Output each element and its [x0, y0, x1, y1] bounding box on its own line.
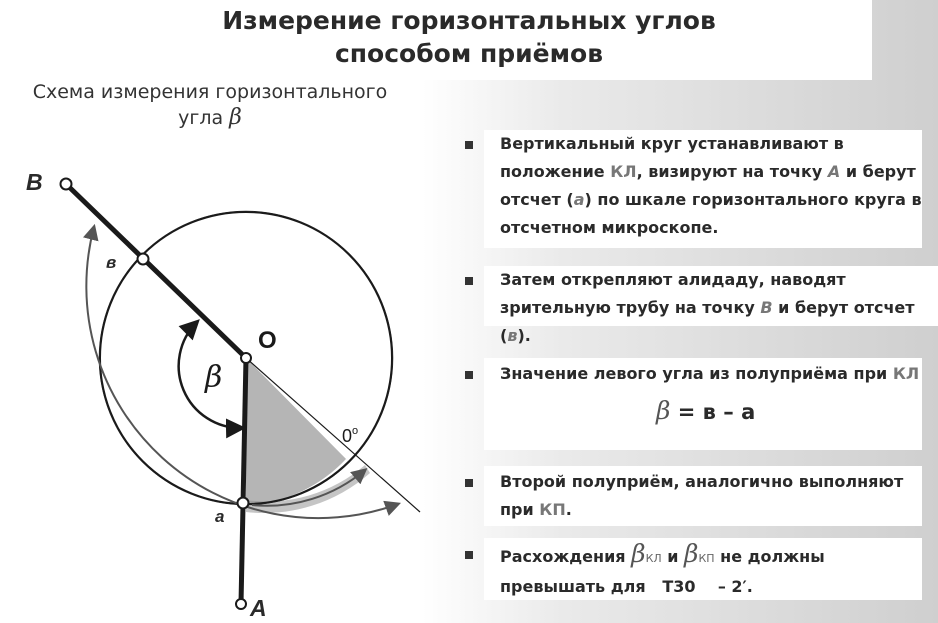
formula-expression: = в – а — [670, 400, 756, 424]
bullet-2 — [484, 266, 938, 345]
title-line-2: способом приёмов — [334, 39, 604, 68]
instrument-name: Т30 — [662, 577, 696, 596]
formula — [656, 396, 755, 425]
caption-line-1: Схема измерения горизонтального — [32, 81, 388, 103]
reading-v: в — [507, 326, 518, 345]
label-B: B — [26, 169, 43, 195]
bullet-4-line-2: при КП. — [500, 500, 572, 519]
bullet-5-line-2: превышать для Т30 – 2′. — [500, 577, 753, 596]
label-O: O — [258, 327, 277, 354]
point-v — [138, 254, 149, 265]
direction-OB — [66, 184, 246, 358]
point-O — [241, 353, 251, 363]
bullet-square-4 — [465, 479, 473, 487]
bullet-5 — [484, 538, 922, 600]
zero-sector — [246, 358, 352, 505]
bullet-1-line-3: отсчет (а) по шкале горизонтального круга в — [500, 190, 922, 209]
point-A — [236, 599, 246, 609]
label-a: a — [215, 507, 225, 526]
bullet-1-line-2: положение КЛ, визируют на точку А и берут — [500, 162, 916, 181]
tolerance-value: – 2′. — [717, 577, 753, 596]
kl-term: КЛ — [610, 162, 637, 181]
bullet-1 — [484, 130, 922, 248]
caption-beta: β — [229, 105, 242, 130]
bullet-1-line-4: отсчетном микроскопе. — [500, 218, 719, 237]
reading-a: а — [573, 190, 585, 209]
point-B — [61, 179, 72, 190]
label-A: A — [250, 595, 267, 621]
bullet-4-line-1: Второй полуприём, аналогично выполняют — [500, 472, 904, 491]
bullet-1-line-1: Вертикальный круг устанавливают в — [500, 134, 844, 153]
bullet-square-2 — [465, 277, 473, 285]
bullet-square-3 — [465, 371, 473, 379]
bullet-2-line-2: зрительную трубу на точку В и берут отсчет (в). — [500, 298, 915, 345]
formula-beta: β — [656, 396, 671, 425]
label-v: в — [106, 253, 117, 272]
bullet-square-1 — [465, 141, 473, 149]
bullet-5-line-1: Расхождения βКЛ и βКП не должны — [500, 539, 825, 568]
point-B-ref: В — [760, 298, 773, 317]
label-zero: 0$^o$ — [342, 425, 359, 446]
kl-term-2: КЛ — [892, 364, 920, 383]
point-a — [238, 498, 249, 509]
caption-word: угла — [178, 107, 224, 129]
beta-kp: β — [684, 539, 699, 568]
title-line-1: Измерение горизонтальных углов — [222, 6, 716, 35]
direction-OA — [241, 358, 246, 604]
bullet-square-5 — [465, 551, 473, 559]
bullet-3-line-1: Значение левого угла из полуприёма при КЛ — [500, 364, 920, 383]
beta-kl: β — [631, 539, 646, 568]
point-A-ref: А — [827, 162, 841, 181]
label-beta: β — [205, 360, 223, 395]
bullet-2-line-1: Затем открепляют алидаду, наводят — [500, 270, 846, 289]
bullet-4 — [484, 466, 922, 526]
kp-term: КП — [539, 500, 566, 519]
